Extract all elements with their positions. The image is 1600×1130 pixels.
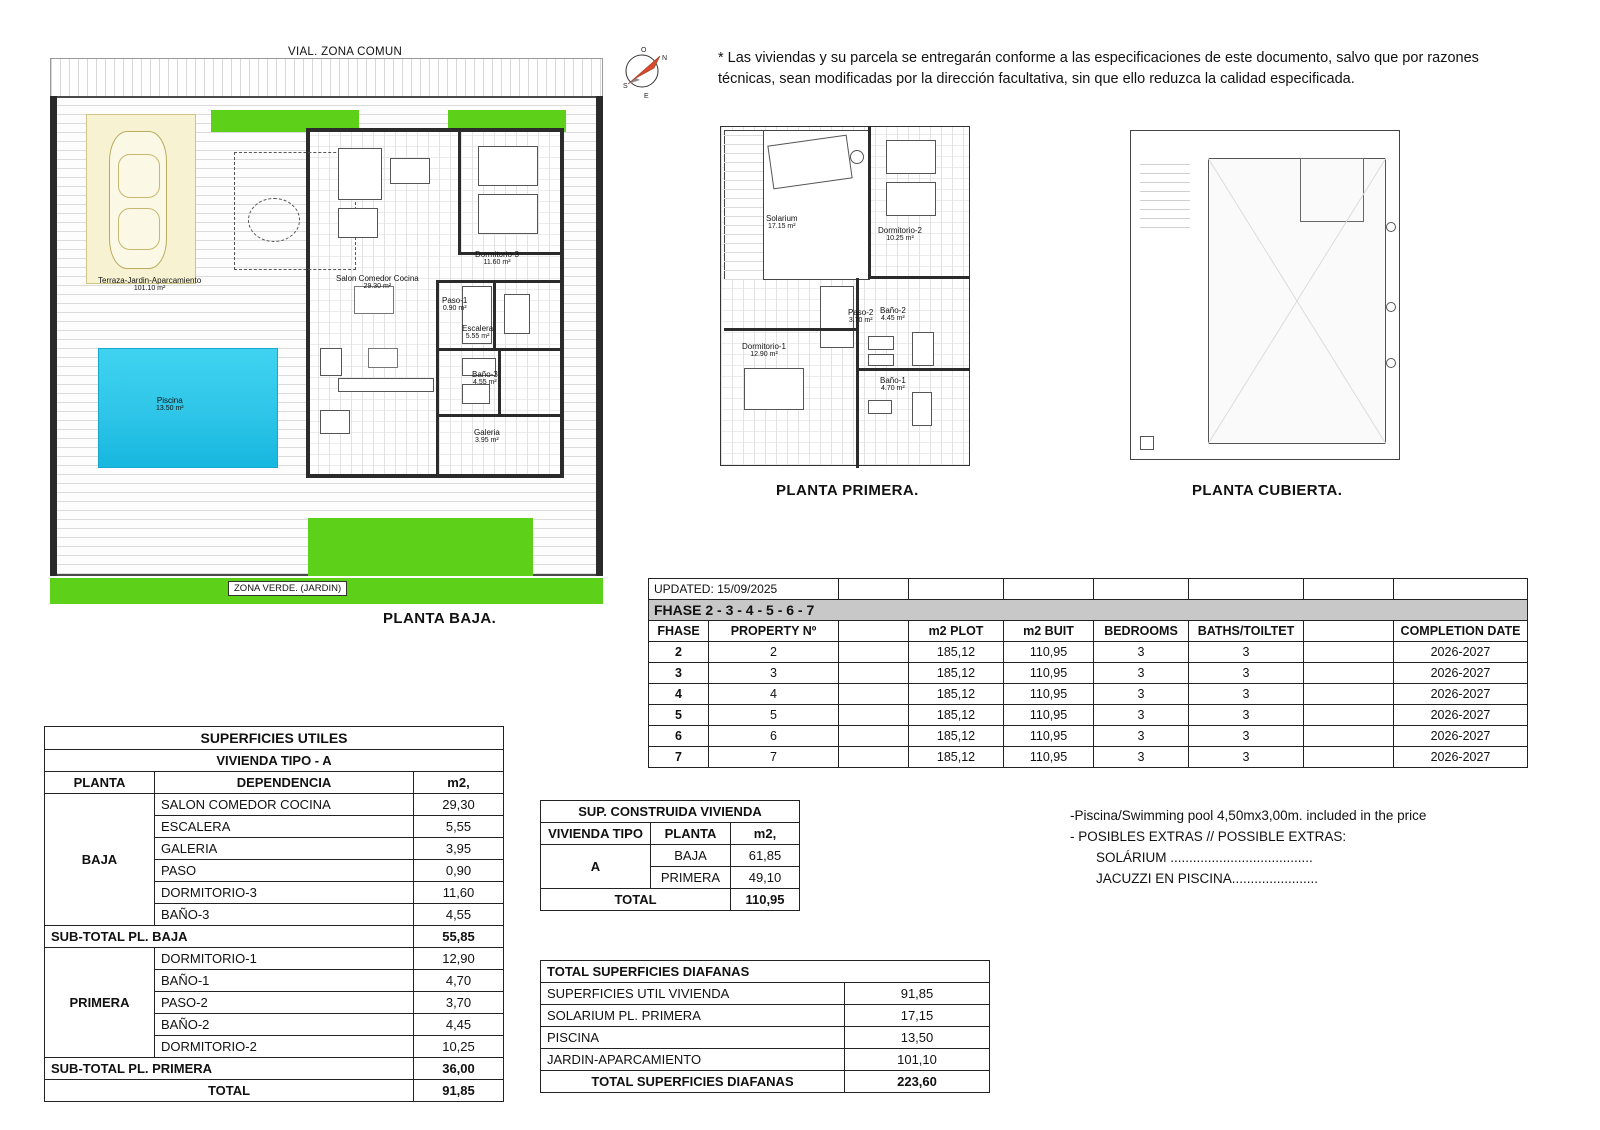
cell-built: 110,95 (1004, 663, 1094, 684)
disclaimer-note: * Las viviendas y su parcela se entregarán conforme a las especificaciones de este documento, salvo que por razones técnicas, sean modificadas por la dirección facultativa, sin que ello reduzca la calidad especificada. (718, 50, 1479, 88)
blank-cell (1304, 579, 1394, 600)
cell-dependencia: SALON COMEDOR COCINA (155, 794, 414, 816)
built-area-table (540, 800, 800, 911)
cell-bedrooms: 3 (1094, 642, 1189, 663)
wall-int-1 (458, 132, 461, 252)
svg-text:N: N (662, 55, 668, 62)
th-blank-2 (1304, 621, 1394, 642)
th-m2-buit: m2 BUIT (1004, 621, 1094, 642)
extras-item-jacuzzi: JACUZZI EN PISCINA....................... (1096, 870, 1319, 886)
wall-p-4 (724, 328, 856, 331)
wall-p-1 (868, 126, 871, 276)
cell-blank2 (1304, 684, 1394, 705)
th-baths: BATHS/TOILTET (1189, 621, 1304, 642)
cell-m2: 4,70 (414, 970, 504, 992)
cell-completion: 2026-2027 (1394, 684, 1528, 705)
table-row (649, 705, 1528, 726)
cell-subtotal-value: 36,00 (414, 1058, 504, 1080)
room-label-bano-2: Baño-2 4.45 m² (880, 306, 906, 323)
cell-m2: 12,90 (414, 948, 504, 970)
cell-dependencia: DORMITORIO-2 (155, 1036, 414, 1058)
cell-fhase: 4 (649, 684, 709, 705)
cell-total-value: 91,85 (414, 1080, 504, 1102)
cell-planta-baja: BAJA (45, 794, 155, 926)
cell-built: 110,95 (1004, 705, 1094, 726)
room-label-dormitorio-2: Dormitorio-2 10.25 m² (878, 226, 923, 243)
svg-text:E: E (644, 93, 649, 100)
phase-band-cell: FHASE 2 - 3 - 4 - 5 - 6 - 7 (649, 600, 1528, 621)
table-header-row (649, 621, 1528, 642)
wall-p-5 (859, 368, 970, 371)
cell-property: 7 (709, 747, 839, 768)
th-planta: PLANTA (45, 772, 155, 794)
room-label-solarium: Solarium 17.15 m² (766, 214, 798, 231)
cell-total-value: 110,95 (731, 889, 800, 911)
title-cell: SUP. CONSTRUIDA VIVIENDA (541, 801, 800, 823)
cell-bedrooms: 3 (1094, 663, 1189, 684)
cell-bedrooms: 3 (1094, 684, 1189, 705)
garden-table (248, 198, 300, 242)
plot-wall-left (50, 96, 57, 576)
cell-dependencia: PASO-2 (155, 992, 414, 1014)
roof-drain-2 (1386, 302, 1396, 312)
table-row (541, 1049, 990, 1071)
cell-blank2 (1304, 747, 1394, 768)
cell-value: 101,10 (845, 1049, 990, 1071)
roof-box (1140, 436, 1154, 450)
th-planta: PLANTA (651, 823, 731, 845)
cell-blank2 (1304, 663, 1394, 684)
wall-n (306, 128, 564, 132)
bed-2 (478, 194, 538, 234)
subtitle-cell: VIVIENDA TIPO - A (45, 750, 504, 772)
plan-title-baja: PLANTA BAJA. (383, 610, 497, 627)
table-row-subtitle (45, 750, 504, 772)
washbasin-p-2 (868, 400, 892, 414)
cell-concept: SOLARIUM PL. PRIMERA (541, 1005, 845, 1027)
roof-louvers (1140, 158, 1190, 228)
hob (320, 410, 350, 434)
th-m2: m2, (414, 772, 504, 794)
cell-fhase: 6 (649, 726, 709, 747)
room-label-escalera: Escalera 5.55 m² (462, 324, 494, 341)
wall-p-2 (868, 276, 970, 279)
room-label-bano-1: Baño-1 4.70 m² (880, 376, 906, 393)
swimming-pool (98, 348, 278, 468)
cell-fhase: 2 (649, 642, 709, 663)
cell-blank (839, 663, 909, 684)
cell-property: 4 (709, 684, 839, 705)
cell-plot: 185,12 (909, 684, 1004, 705)
table-header-row (45, 772, 504, 794)
th-dependencia: DEPENDENCIA (155, 772, 414, 794)
cell-blank (839, 726, 909, 747)
th-completion: COMPLETION DATE (1394, 621, 1528, 642)
cell-blank (839, 684, 909, 705)
table-row (649, 684, 1528, 705)
room-label-salon: Salon Comedor Cocina 29.30 m² (336, 274, 419, 291)
table-row-total (45, 1080, 504, 1102)
roof-drain-3 (1386, 358, 1396, 368)
wall-e (560, 128, 564, 478)
cell-dependencia: BAÑO-3 (155, 904, 414, 926)
cell-planta: BAJA (651, 845, 731, 867)
room-label-dormitorio-3: Dormitorio-3 11.60 m² (475, 250, 520, 267)
wall-int-6 (493, 280, 496, 350)
armchair (338, 208, 378, 238)
cell-subtotal-value: 55,85 (414, 926, 504, 948)
cell-total-label: TOTAL (45, 1080, 414, 1102)
table-row-title (541, 961, 990, 983)
useful-areas-table (44, 726, 504, 1102)
cell-dependencia: DORMITORIO-3 (155, 882, 414, 904)
cell-blank (839, 705, 909, 726)
cell-total-value: 223,60 (845, 1071, 990, 1093)
shower (504, 294, 530, 334)
bathtub-p (912, 392, 932, 426)
cell-dependencia: BAÑO-1 (155, 970, 414, 992)
wall-int-3 (436, 280, 564, 283)
bed-1 (478, 146, 538, 186)
cell-bedrooms: 3 (1094, 726, 1189, 747)
bed-p-2 (886, 182, 936, 216)
table-row (541, 1027, 990, 1049)
cell-total-label: TOTAL SUPERFICIES DIAFANAS (541, 1071, 845, 1093)
cell-m2: 3,95 (414, 838, 504, 860)
table-row (649, 663, 1528, 684)
solarium-table (850, 150, 864, 164)
cell-bedrooms: 3 (1094, 705, 1189, 726)
cell-blank (839, 642, 909, 663)
th-property: PROPERTY Nº (709, 621, 839, 642)
cell-blank2 (1304, 642, 1394, 663)
cell-m2: 29,30 (414, 794, 504, 816)
plan-planta-cubierta (1130, 130, 1420, 499)
vial-zona-comun-label: VIAL. ZONA COMUN (288, 46, 403, 58)
wall-p-3 (856, 278, 859, 468)
bed-p-1 (886, 140, 936, 174)
zona-verde-label: ZONA VERDE. (JARDIN) (228, 581, 347, 596)
svg-text:S: S (623, 83, 628, 90)
cell-m2: 4,45 (414, 1014, 504, 1036)
wall-int-8 (498, 351, 501, 414)
cell-value: 91,85 (845, 983, 990, 1005)
cell-plot: 185,12 (909, 726, 1004, 747)
blank-cell (1094, 579, 1189, 600)
room-label-terraza: Terraza-Jardin-Aparcamiento 101.10 m² (98, 276, 202, 293)
cell-built: 110,95 (1004, 726, 1094, 747)
room-label-piscina: Piscina 13.50 m² (156, 396, 184, 413)
cell-property: 6 (709, 726, 839, 747)
cell-blank2 (1304, 726, 1394, 747)
blank-cell (1394, 579, 1528, 600)
cell-m2: 5,55 (414, 816, 504, 838)
table-row (649, 726, 1528, 747)
phases-table (648, 578, 1528, 768)
cell-completion: 2026-2027 (1394, 642, 1528, 663)
cell-completion: 2026-2027 (1394, 705, 1528, 726)
kitchen-counter (338, 378, 434, 392)
washbasin-p-1 (868, 336, 894, 350)
cell-value: 13,50 (845, 1027, 990, 1049)
extras-title: - POSIBLES EXTRAS // POSSIBLE EXTRAS: (1070, 828, 1347, 844)
table-row (45, 948, 504, 970)
cell-dependencia: BAÑO-2 (155, 1014, 414, 1036)
cell-baths: 3 (1189, 726, 1304, 747)
table-header-row (541, 823, 800, 845)
table-row (541, 845, 800, 867)
cell-total-label: TOTAL (541, 889, 731, 911)
table-row-title (45, 727, 504, 750)
cell-tipo: A (541, 845, 651, 889)
room-label-dormitorio-1: Dormitorio-1 12.90 m² (742, 342, 787, 359)
cell-completion: 2026-2027 (1394, 747, 1528, 768)
cell-fhase: 7 (649, 747, 709, 768)
cell-blank2 (1304, 705, 1394, 726)
wc-p-1 (868, 354, 894, 366)
cell-concept: PISCINA (541, 1027, 845, 1049)
plan-title-primera: PLANTA PRIMERA. (776, 482, 919, 499)
table-row-updated (649, 579, 1528, 600)
solarium-louvers (724, 130, 764, 280)
blank-cell (1004, 579, 1094, 600)
cell-baths: 3 (1189, 663, 1304, 684)
cell-m2: 0,90 (414, 860, 504, 882)
table-row-title (541, 801, 800, 823)
pool-included-line: -Piscina/Swimming pool 4,50mx3,00m. included in the price (1070, 808, 1427, 823)
plan-title-cubierta: PLANTA CUBIERTA. (1192, 482, 1343, 499)
cell-baths: 3 (1189, 705, 1304, 726)
updated-cell: UPDATED: 15/09/2025 (649, 579, 839, 600)
cell-m2: 11,60 (414, 882, 504, 904)
coffee-table (390, 158, 430, 184)
cell-completion: 2026-2027 (1394, 726, 1528, 747)
cell-m2: 49,10 (731, 867, 800, 889)
cell-value: 17,15 (845, 1005, 990, 1027)
table-row-total (541, 1071, 990, 1093)
sofa-1 (338, 148, 382, 200)
cell-property: 3 (709, 663, 839, 684)
cell-dependencia: PASO (155, 860, 414, 882)
cell-property: 5 (709, 705, 839, 726)
th-bedrooms: BEDROOMS (1094, 621, 1189, 642)
bed-p-3 (744, 368, 804, 410)
cell-blank (839, 747, 909, 768)
cell-dependencia: DORMITORIO-1 (155, 948, 414, 970)
shower-p (912, 332, 934, 366)
cell-bedrooms: 3 (1094, 747, 1189, 768)
car-icon (109, 131, 167, 269)
table-row (541, 983, 990, 1005)
extras-item-solarium: SOLÁRIUM ...................................... (1096, 849, 1313, 865)
table-row-total (541, 889, 800, 911)
blank-cell (839, 579, 909, 600)
table-row-subtotal (45, 926, 504, 948)
room-label-paso-2: Paso-2 3.70 m² (848, 308, 874, 325)
cell-m2: 61,85 (731, 845, 800, 867)
cell-fhase: 3 (649, 663, 709, 684)
cell-plot: 185,12 (909, 642, 1004, 663)
title-cell: SUPERFICIES UTILES (45, 727, 504, 750)
cell-completion: 2026-2027 (1394, 663, 1528, 684)
table-row (649, 642, 1528, 663)
cell-baths: 3 (1189, 747, 1304, 768)
th-blank-1 (839, 621, 909, 642)
th-m2-plot: m2 PLOT (909, 621, 1004, 642)
title-cell: TOTAL SUPERFICIES DIAFANAS (541, 961, 990, 983)
roof-drain-1 (1386, 222, 1396, 232)
cell-m2: 4,55 (414, 904, 504, 926)
cell-baths: 3 (1189, 642, 1304, 663)
cell-plot: 185,12 (909, 663, 1004, 684)
cell-subtotal-label: SUB-TOTAL PL. PRIMERA (45, 1058, 414, 1080)
cell-concept: JARDIN-APARCAMIENTO (541, 1049, 845, 1071)
room-label-bano-3: Baño-3 4.55 m² (472, 370, 498, 387)
cell-built: 110,95 (1004, 642, 1094, 663)
cell-planta: PRIMERA (651, 867, 731, 889)
plan-planta-baja (38, 18, 638, 638)
cell-fhase: 5 (649, 705, 709, 726)
side-table (368, 348, 398, 368)
cell-m2: 10,25 (414, 1036, 504, 1058)
cell-dependencia: ESCALERA (155, 816, 414, 838)
wall-int-4 (436, 280, 439, 478)
table-row (45, 794, 504, 816)
th-m2: m2, (731, 823, 800, 845)
open-areas-table (540, 960, 990, 1093)
cell-property: 2 (709, 642, 839, 663)
cell-built: 110,95 (1004, 684, 1094, 705)
table-row-band (649, 600, 1528, 621)
table-row (541, 1005, 990, 1027)
room-label-galeria: Galeria 3.95 m² (474, 428, 500, 445)
cell-subtotal-label: SUB-TOTAL PL. BAJA (45, 926, 414, 948)
cell-plot: 185,12 (909, 705, 1004, 726)
roof-slope-lines (1208, 158, 1386, 444)
cell-plot: 185,12 (909, 747, 1004, 768)
th-fhase: FHASE (649, 621, 709, 642)
carport-area (86, 114, 196, 284)
cell-baths: 3 (1189, 684, 1304, 705)
extras-block (1070, 806, 1426, 890)
th-vivienda-tipo: VIVIENDA TIPO (541, 823, 651, 845)
plot-wall-right (596, 96, 603, 576)
table-row (649, 747, 1528, 768)
blank-cell (1189, 579, 1304, 600)
wall-int-7 (436, 414, 564, 417)
cell-concept: SUPERFICIES UTIL VIVIENDA (541, 983, 845, 1005)
fridge (320, 348, 342, 376)
cell-built: 110,95 (1004, 747, 1094, 768)
room-label-paso-1: Paso-1 0.90 m² (442, 296, 468, 313)
blank-cell (909, 579, 1004, 600)
cell-planta-primera: PRIMERA (45, 948, 155, 1058)
cell-m2: 3,70 (414, 992, 504, 1014)
wall-s (306, 474, 564, 478)
plan-planta-primera (700, 110, 990, 510)
svg-text:O: O (641, 47, 647, 54)
green-area-bottom (308, 518, 533, 576)
cell-dependencia: GALERIA (155, 838, 414, 860)
table-row-subtotal (45, 1058, 504, 1080)
